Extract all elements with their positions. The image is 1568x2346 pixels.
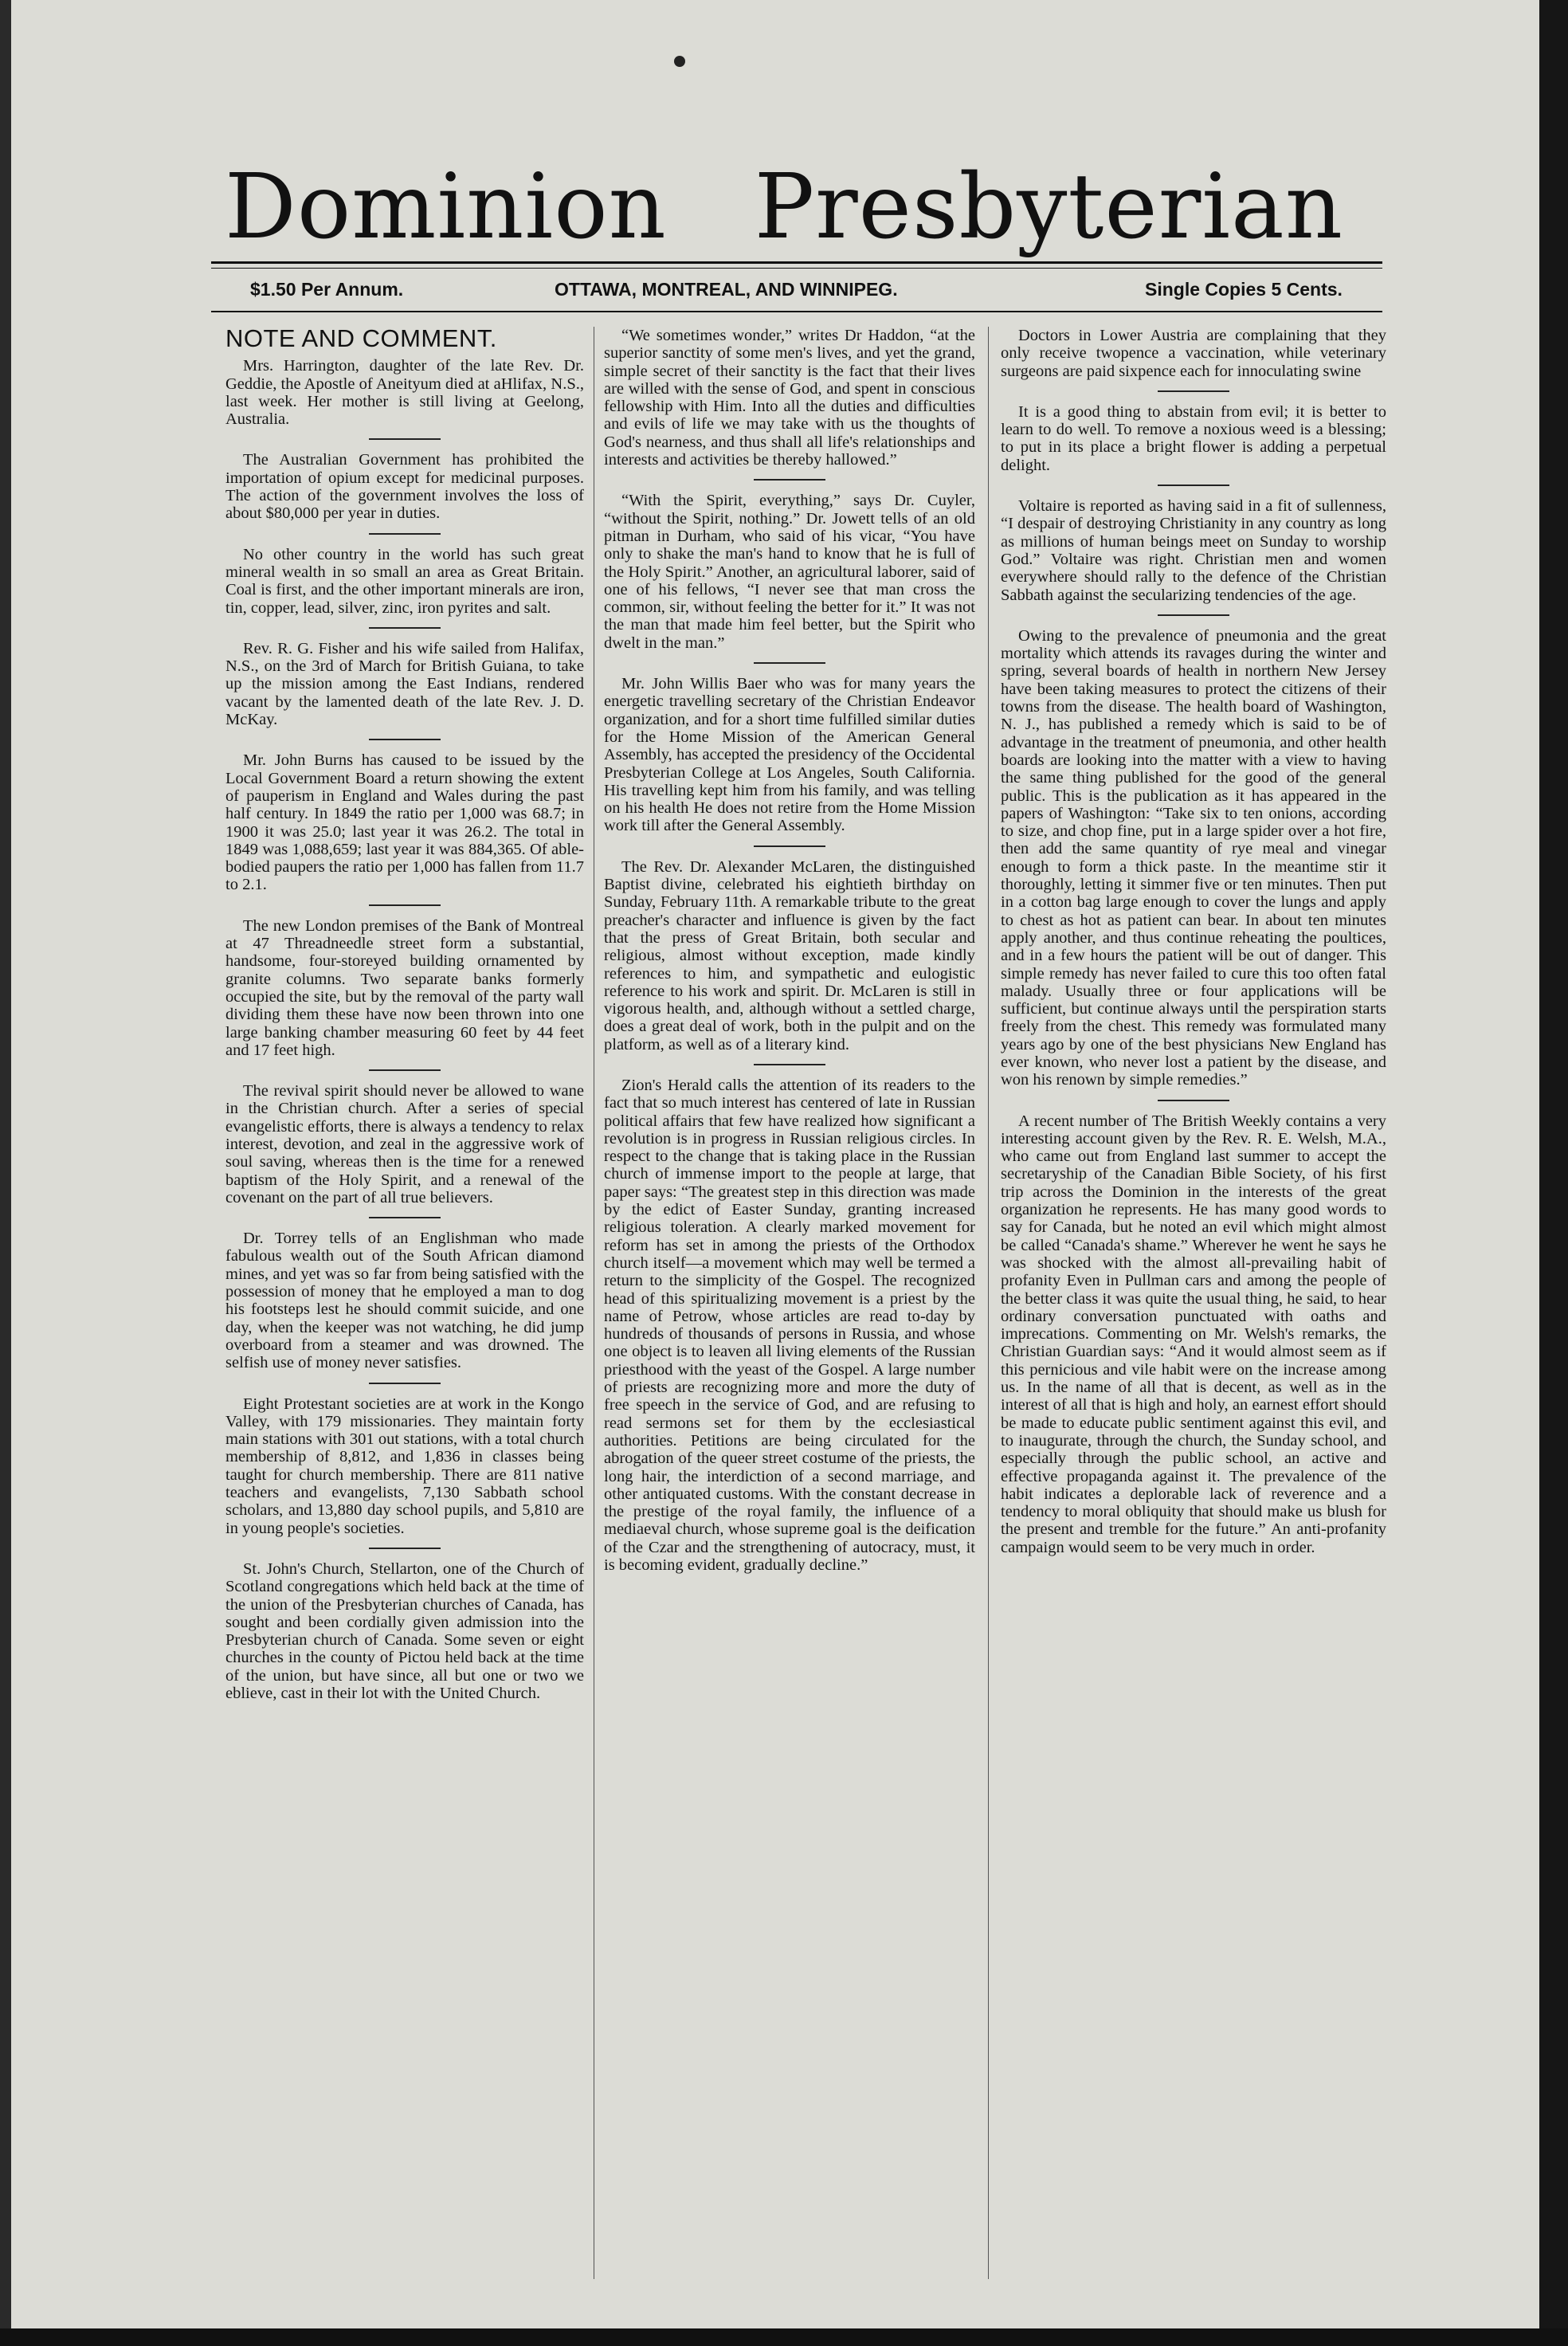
article-separator [754,1064,825,1065]
scan-bottom-edge [0,2328,1568,2346]
column-3-articles [1001,327,1386,1556]
article-separator [369,1217,441,1218]
article-separator [369,739,441,740]
scan-left-edge [0,0,11,2346]
masthead-rule-top [211,261,1382,264]
article-paragraph: A recent number of The British Weekly contains a very interesting account given by the Rev. R. E. Welsh, M.A., who came out from England last summer to accept the secretaryship of the Canadian Bible Society, of his first trip across the Dominion in the interests of the great organization he represents. He has many good words to say for Canada, but he noted an evil which might almost be called “Canada's shame.” Wherever he went he says he was shocked with the almost all-prevailing habit of profanity Even in Pullman cars and among the people of the better class it was quite the usual thing, he said, to hear ordinary conversation punctuated with oaths and imprecations. Commenting on Mr. Welsh's remarks, the Christian Guardian says: “And it would almost seem as if this pernicious and vile habit were on the increase among us. In the name of all that is decent, as well as in the interest of all that is high and holy, an earnest effort should be made to educate public sentiment against this evil, and to inaugurate, through the church, the Sunday school, and especially through the public school, an active and effective propaganda against it. The prevalence of the habit indicates a deplorable lack of reverence and a tendency to moral obliquity that should make us blush for the present and tremble for the future.” An anti-profanity campaign would seem to be very much in order. [1001,1112,1386,1556]
info-bar-rule [211,311,1382,312]
article-paragraph: The revival spirit should never be allowed to wane in the Christian church. After a series of special evangelistic efforts, there is always a tendency to relax interest, devotion, and zeal in the aggressive work of soul saving, whereas then is the time for a renewed baptism of the Holy Spirit, and a renewal of the covenant on the part of all true believers. [225,1082,584,1206]
article-paragraph: No other country in the world has such great mineral wealth in so small an area as Great Britain. Coal is first, and the other important minerals are iron, tin, copper, lead, silver, zinc, iron pyrites and salt. [225,545,584,617]
article-separator [754,479,825,481]
article-paragraph: Zion's Herald calls the attention of its readers to the fact that so much interest has centered of late in Russian political affairs that few have realized how significant a revolution is in progress in Russian religious circles. In respect to the change that is taking place in the Russian church of immense import to the people at large, that paper says: “The greatest step in this direction was made by the edict of Easter Sunday, granting increased religious toleration. A clearly marked movement for reform has set in among the priests of the Orthodox church itself—a movement which may well be termed a return to the simplicity of the Gospel. The recognized head of this spiritualizing movement is a priest by the name of Petrow, whose articles are read to-day by hundreds of thousands of persons in Russia, and whose one object is to leaven all living elements of the Russian priesthood with the yeast of the Gospel. A large number of priests are recognizing more and more the duty of free speech in the service of God, and are refusing to read sermons set for them by the ecclesiastical authorities. Petitions are being circulated for the abrogation of the queer street costume of the priests, the long hair, the interdiction of a second marriage, and other antiquated customs. With the constant decrease in the prestige of the royal family, the influence of a mediaeval church, whose supreme goal is the deification of the Czar and the strengthening of autocracy, must, it is becoming evident, gradually decline.” [604,1076,975,1574]
masthead-word-1: Dominion [225,155,667,259]
column-3 [1001,327,1386,1556]
masthead [0,155,1568,259]
article-separator [369,627,441,629]
article-separator [1158,484,1229,486]
article-separator [1158,1100,1229,1101]
publication-cities: OTTAWA, MONTREAL, AND WINNIPEG. [555,279,898,300]
column-2-articles [604,327,975,1574]
article-paragraph: Eight Protestant societies are at work in the Kongo Valley, with 179 missionaries. They maintain forty main stations with 301 out stations, with a total church membership of 8,812, and 1,836 in classes being taught for church membership. There are 811 native teachers and evangelists, 7,130 Sabbath school scholars, and 13,880 day school pupils, and 5,810 are in young people's societies. [225,1395,584,1537]
section-heading: NOTE AND COMMENT. [225,324,497,352]
article-separator [369,1383,441,1384]
article-paragraph: Owing to the prevalence of pneumonia and the great mortality which attends its ravages during the winter and spring, several boards of health in northern New Jersey have been taking measures to protect the citizens of their towns from the disease. The health board of Washington, N. J., has published a remedy which is said to be of advantage in the treatment of pneumonia, and other health boards are looking into the matter with a view to having the same thing published for the good of the general public. This is the publication as it has appeared in the papers of Washington: “Take six to ten onions, according to size, and chop fine, put in a large spider over a hot fire, then add the same quantity of rye meal and vinegar enough to form a thick paste. In the meantime stir it thoroughly, letting it simmer five or ten minutes. Then put in a cotton bag large enough to cover the lungs and apply to chest as hot as patient can bear. In about ten minutes apply another, and thus continue reheating the poultices, and in a few hours the patient will be out of danger. This simple remedy has never failed to cure this too often fatal malady. Usually three or four applications will be sufficient, but continue always until the perspiration starts freely from the chest. This remedy was formulated many years ago by one of the best physicians New England has ever known, who never lost a patient by the disease, and won his renown by simple remedies.” [1001,626,1386,1089]
article-paragraph: Voltaire is reported as having said in a fit of sullenness, “I despair of destroying Christianity in any country as long as millions of human beings meet on Sunday to worship God.” Voltaire was right. Christian men and women everywhere should rally to the defence of the Christian Sabbath against the secularizing tendencies of the age. [1001,497,1386,604]
column-1 [225,324,584,1702]
article-separator [369,904,441,906]
article-paragraph: Mrs. Harrington, daughter of the late Rev. Dr. Geddie, the Apostle of Aneityum died at aHlifax, N.S., last week. Her mother is still living at Geelong, Australia. [225,357,584,429]
scan-right-edge [1539,0,1568,2346]
article-paragraph: St. John's Church, Stellarton, one of the Church of Scotland congregations which held back at the time of the union of the Presbyterian churches of Canada, has sought and been cordially given admission into the Presbyterian church of Canada. Some seven or eight churches in the county of Pictou held back at the time of the union, but have since, all but one or two we eblieve, cast in their lot with the United Church. [225,1559,584,1702]
article-paragraph: It is a good thing to abstain from evil; it is better to learn to do well. To remove a noxious weed is a blessing; to put in its place a bright flower is adding a perpetual delight. [1001,402,1386,474]
article-paragraph: “We sometimes wonder,” writes Dr Haddon, “at the superior sanctity of some men's lives, and yet the grand, simple secret of their sanctity is the fact that their lives are willed with the sense of God, and spent in conscious fellowship with Him. Into all the duties and difficulties and evils of life we may take with us the thoughts of God's nearness, and thus shall all life's relationships and interests and activities be thereby hallowed.” [604,327,975,469]
masthead-rule-thin [211,268,1382,269]
single-copy-price: Single Copies 5 Cents. [1145,279,1343,300]
article-paragraph: Dr. Torrey tells of an Englishman who made fabulous wealth out of the South African diamond mines, and yet was so far from being satisfied with the possession of money that he employed a man to dog his footsteps lest he should commit suicide, and one day, when the keeper was not watching, he did jump overboard from a steamer and was drowned. The selfish use of money never satisfies. [225,1230,584,1372]
article-separator [1158,390,1229,392]
column-1-articles [225,357,584,1702]
article-separator [754,845,825,847]
subscription-price: $1.50 Per Annum. [250,279,404,300]
article-separator [369,1069,441,1071]
article-paragraph: “With the Spirit, everything,” says Dr. Cuyler, “without the Spirit, nothing.” Dr. Jowett tells of an old pitman in Durham, who said of his vicar, “You have only to shake the man's hand to know that he is full of the Holy Spirit.” Another, an agricultural laborer, said of one of his fellows, “I never see that man cross the common, sir, without feeling the better for it.” It was not the man that made him feel better, but the Spirit who dwelt in the man.” [604,492,975,652]
masthead-word-2: Presbyterian [754,155,1343,259]
binding-hole [674,56,685,67]
article-separator [1158,614,1229,616]
article-paragraph: Mr. John Willis Baer who was for many years the energetic travelling secretary of the Christian Endeavor organization, and for a short time fulfilled similar duties for the Home Mission of the American General Assembly, has accepted the presidency of the Occidental Presbyterian College at Los Angeles, South California. His travelling kept him from his family, and was telling on his health He does not retire from the Home Mission work till after the General Assembly. [604,675,975,835]
article-paragraph: Doctors in Lower Austria are complaining that they only receive twopence a vaccination, while veterinary surgeons are paid sixpence each for innoculating swine [1001,327,1386,380]
article-paragraph: Mr. John Burns has caused to be issued by the Local Government Board a return showing the extent of pauperism in England and Wales during the past half century. In 1849 the ratio per 1,000 was 68.7; in 1900 it was 25.0; last year it was 26.2. The total in 1849 was 1,088,659; last year it was 884,365. Of able-bodied paupers the ratio per 1,000 has fallen from 11.7 to 2.1. [225,751,584,894]
article-separator [369,533,441,535]
info-bar [239,279,1370,311]
article-paragraph: The new London premises of the Bank of Montreal at 47 Threadneedle street form a substantial, handsome, four-storeyed building ornamented by granite columns. Two separate banks formerly occupied the site, but by the removal of the party wall dividing them these have now been thrown into one large banking chamber measuring 60 feet by 44 feet and 17 feet high. [225,916,584,1059]
article-separator [369,1548,441,1549]
column-divider-2 [988,327,989,2279]
article-separator [754,662,825,664]
article-paragraph: The Australian Government has prohibited the importation of opium except for medicinal purposes. The action of the government involves the loss of about $80,000 per year in duties. [225,451,584,523]
article-paragraph: The Rev. Dr. Alexander McLaren, the distinguished Baptist divine, celebrated his eightieth birthday on Sunday, February 11th. A remarkable tribute to the great preacher's character and influence is given by the fact that the press of Great Britain, both secular and religious, almost without exception, made kindly references to him, and sympathetic and eulogistic reference to his work and spirit. Dr. McLaren is still in vigorous health, and, although without a settled charge, does a great deal of work, both in the pulpit and on the platform, as well as of a literary kind. [604,857,975,1053]
column-2 [604,327,975,1574]
article-separator [369,438,441,440]
article-paragraph: Rev. R. G. Fisher and his wife sailed from Halifax, N.S., on the 3rd of March for British Guiana, to take up the mission among the East Indians, rendered vacant by the lamented death of the late Rev. J. D. McKay. [225,639,584,729]
